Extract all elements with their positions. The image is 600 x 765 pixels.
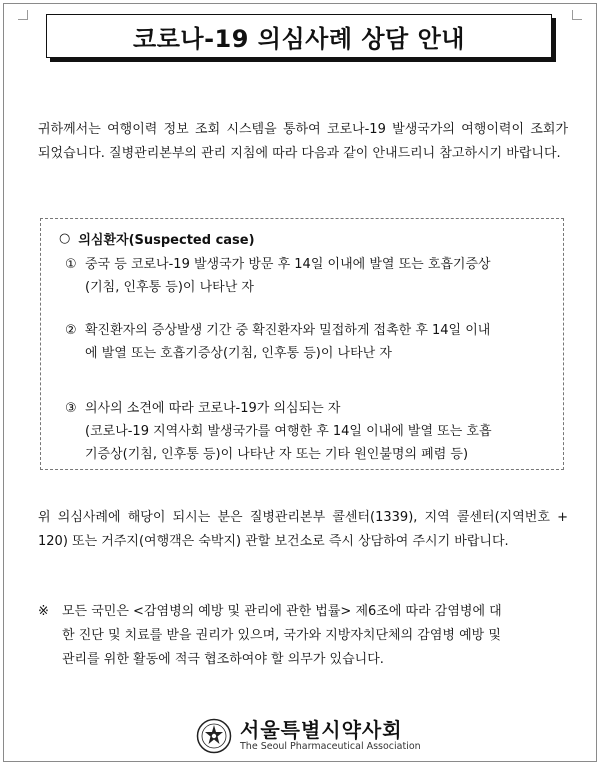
case-item-text: 확진환자의 증상발생 기간 중 확진환자와 밀접하게 접촉한 후 14일 이내 (85, 323, 491, 338)
title-box (46, 14, 552, 58)
org-name: 서울특별시약사회 (240, 718, 403, 742)
crop-mark-top-right (572, 10, 582, 20)
page-title: 코로나-19 의심사례 상담 안내 (133, 24, 465, 53)
case-item-text: 의사의 소견에 따라 코로나-19가 의심되는 자 (85, 401, 341, 416)
crop-mark-top-left (18, 10, 28, 20)
case-heading (59, 229, 255, 248)
case-item-3 (65, 397, 553, 466)
case-item-text: 기증상(기침, 인후통 등)이 나타난 자 또는 기타 원인불명의 폐렴 등) (85, 447, 469, 462)
case-item-text: 에 발열 또는 호흡기증상(기침, 인후통 등)이 나타난 자 (85, 346, 392, 361)
note-text: 모든 국민은 <감염병의 예방 및 관리에 관한 법률> 제6조에 따라 감염병에 대 (62, 604, 502, 619)
case-heading-label: 의심환자(Suspected case) (78, 233, 255, 248)
org-block (240, 719, 421, 753)
note-paragraph (38, 600, 568, 672)
contact-paragraph: 위 의심사례에 해당이 되시는 분은 질병관리본부 콜센터(1339), 지역 콜센터(지역번호 + 120) 또는 거주지(여행객은 숙박지) 관할 보건소로 즉시 상담하여 주시기 바랍니다. (38, 510, 568, 549)
association-seal-icon (196, 718, 232, 754)
case-item-number: ② (65, 323, 77, 338)
org-name-english: The Seoul Pharmaceutical Association (240, 741, 421, 752)
intro-paragraph: 귀하께서는 여행이력 정보 조회 시스템을 통하여 코로나-19 발생국가의 여행이력이 조회가 되었습니다. 질병관리본부의 관리 지침에 따라 다음과 같이 안내드리니 참고하시기 바랍니다. (38, 122, 568, 161)
case-item-number: ① (65, 257, 77, 272)
reference-mark-icon: ※ (38, 604, 49, 619)
case-item-text: (코로나-19 지역사회 발생국가를 여행한 후 14일 이내에 발열 또는 호흡 (85, 424, 492, 439)
footer (196, 716, 436, 756)
suspected-case-box (40, 218, 564, 470)
case-item-number: ③ (65, 401, 77, 416)
note-text: 한 진단 및 치료를 받을 권리가 있으며, 국가와 지방자치단체의 감염병 예방 및 (62, 628, 501, 643)
case-item-1 (65, 253, 553, 299)
case-item-2 (65, 319, 553, 365)
circle-bullet-icon: ○ (59, 231, 71, 246)
note-text: 관리를 위한 활동에 적극 협조하여야 할 의무가 있습니다. (62, 652, 384, 667)
case-item-text: 중국 등 코로나-19 발생국가 방문 후 14일 이내에 발열 또는 호흡기증상 (85, 257, 491, 272)
case-item-text: (기침, 인후통 등)이 나타난 자 (85, 280, 254, 295)
